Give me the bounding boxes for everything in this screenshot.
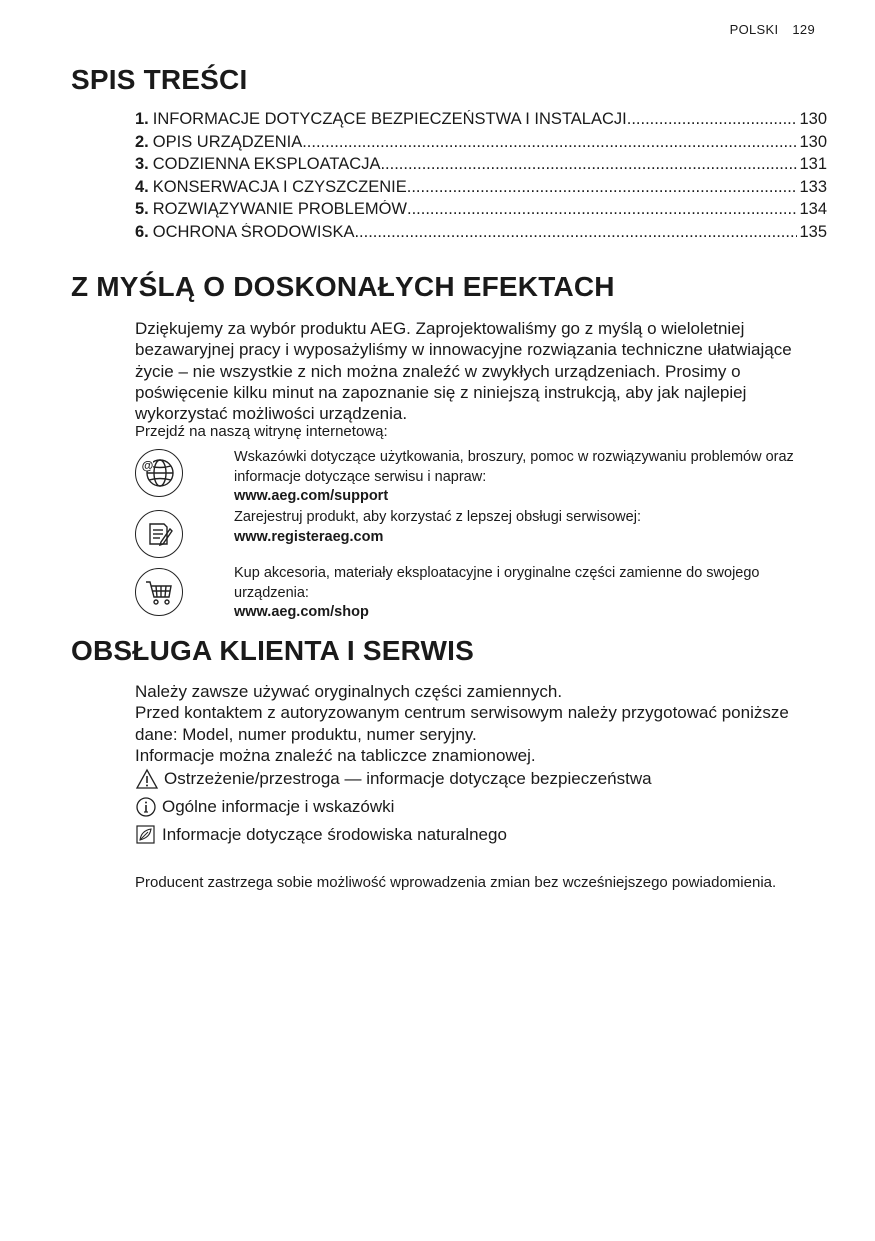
visit-website-text: Przejdź na naszą witrynę internetową: (135, 423, 388, 440)
language-label: POLSKI (729, 22, 779, 37)
toc-leader-dots (302, 133, 797, 152)
perfect-results-title: Z MYŚLĄ O DOSKONAŁYCH EFEKTACH (71, 271, 615, 302)
toc-item-number: 4. (135, 177, 149, 196)
register-url-link[interactable]: www.registeraeg.com (234, 528, 384, 545)
toc-item-page: 134 (799, 200, 827, 219)
toc-leader-dots (354, 223, 797, 242)
toc-item-page: 135 (799, 222, 827, 241)
service-line-2: Przed kontaktem z autoryzowanym centrum serwisowym należy przygotować poniższe dane: Model, numer produktu, numer seryjny. (135, 703, 789, 744)
info-icon (135, 796, 157, 818)
shop-url-link[interactable]: www.aeg.com/shop (234, 604, 369, 620)
disclaimer-note: Producent zastrzega sobie możliwość wprowadzenia zmian bez wcześniejszego powiadomienia. (135, 874, 777, 891)
toc-leader-dots (627, 110, 798, 129)
legend-environment-text: Informacje dotyczące środowiska naturalnego (162, 825, 507, 844)
toc-item[interactable] (135, 223, 827, 246)
legend-info-text: Ogólne informacje i wskazówki (162, 797, 395, 816)
toc-item[interactable] (135, 133, 827, 156)
toc-item-label: ROZWIĄZYWANIE PROBLEMÓW (152, 200, 407, 219)
service-line-3: Informacje można znaleźć na tabliczce znamionowej. (135, 745, 536, 765)
page-number: 129 (792, 22, 815, 37)
service-line-1: Należy zawsze używać oryginalnych części zamiennych. (135, 682, 563, 701)
globe-icon (135, 449, 183, 497)
warning-icon (135, 768, 159, 790)
toc-item-page: 130 (799, 132, 827, 151)
toc-item-label: CODZIENNA EKSPLOATACJA (152, 155, 381, 174)
support-description: Wskazówki dotyczące użytkowania, broszury, pomoc w rozwiązywaniu problemów oraz informacje dotyczące serwisu i napraw: (234, 449, 794, 485)
toc-leader-dots (407, 178, 798, 197)
shop-description: Kup akcesoria, materiały eksploatacyjne i oryginalne części zamienne do swojego urządzenia: (234, 565, 760, 601)
customer-service-title: OBSŁUGA KLIENTA I SERWIS (71, 635, 475, 666)
toc-item[interactable] (135, 178, 827, 201)
toc-item[interactable] (135, 110, 827, 133)
toc-item-label: OPIS URZĄDZENIA (152, 132, 303, 151)
legend-warning (135, 768, 652, 790)
support-url-link[interactable]: www.aeg.com/support (234, 488, 389, 504)
table-of-contents (135, 110, 827, 246)
toc-item-number: 1. (135, 110, 149, 128)
toc-item-page: 130 (799, 110, 827, 128)
toc-item-label: INFORMACJE DOTYCZĄCE BEZPIECZEŃSTWA I INSTALACJI (152, 110, 627, 128)
toc-item[interactable] (135, 200, 827, 223)
register-icon (135, 510, 183, 558)
toc-item-label: OCHRONA ŚRODOWISKA (152, 222, 355, 241)
support-link-block (234, 448, 794, 507)
toc-item-page: 131 (799, 155, 827, 174)
toc-item[interactable] (135, 155, 827, 178)
shop-link-block (234, 564, 794, 623)
toc-item-number: 6. (135, 222, 149, 241)
svg-text:@: @ (141, 458, 154, 473)
toc-item-label: KONSERWACJA I CZYSZCZENIE (152, 177, 407, 196)
toc-leader-dots (380, 155, 797, 174)
page-header (730, 22, 815, 37)
legend-warning-text: Ostrzeżenie/przestroga — informacje dotyczące bezpieczeństwa (164, 769, 652, 788)
register-link-block (234, 508, 794, 547)
legend-environment (135, 824, 507, 846)
register-description: Zarejestruj produkt, aby korzystać z lepszej obsługi serwisowej: (234, 509, 641, 525)
toc-leader-dots (407, 200, 797, 219)
toc-item-number: 5. (135, 200, 149, 219)
toc-item-number: 3. (135, 155, 149, 174)
toc-item-page: 133 (799, 177, 827, 196)
toc-item-number: 2. (135, 132, 149, 151)
legend-info (135, 796, 394, 818)
customer-service-text (135, 681, 825, 766)
cart-icon (135, 568, 183, 616)
environment-icon (135, 824, 157, 846)
toc-title: SPIS TREŚCI (71, 64, 248, 95)
intro-paragraph: Dziękujemy za wybór produktu AEG. Zaprojektowaliśmy go z myślą o wieloletniej bezawaryjnej pracy i wyposażyliśmy w innowacyjne rozwiązania techniczne ułatwiające życie – nie wszystkie z nich można znaleźć w zwykłych urządzeniach. Prosimy o poświęcenie kilku minut na zapoznanie się z niniejszą instrukcją, aby jak najlepiej wykorzystać możliwości urządzenia. (135, 319, 792, 424)
